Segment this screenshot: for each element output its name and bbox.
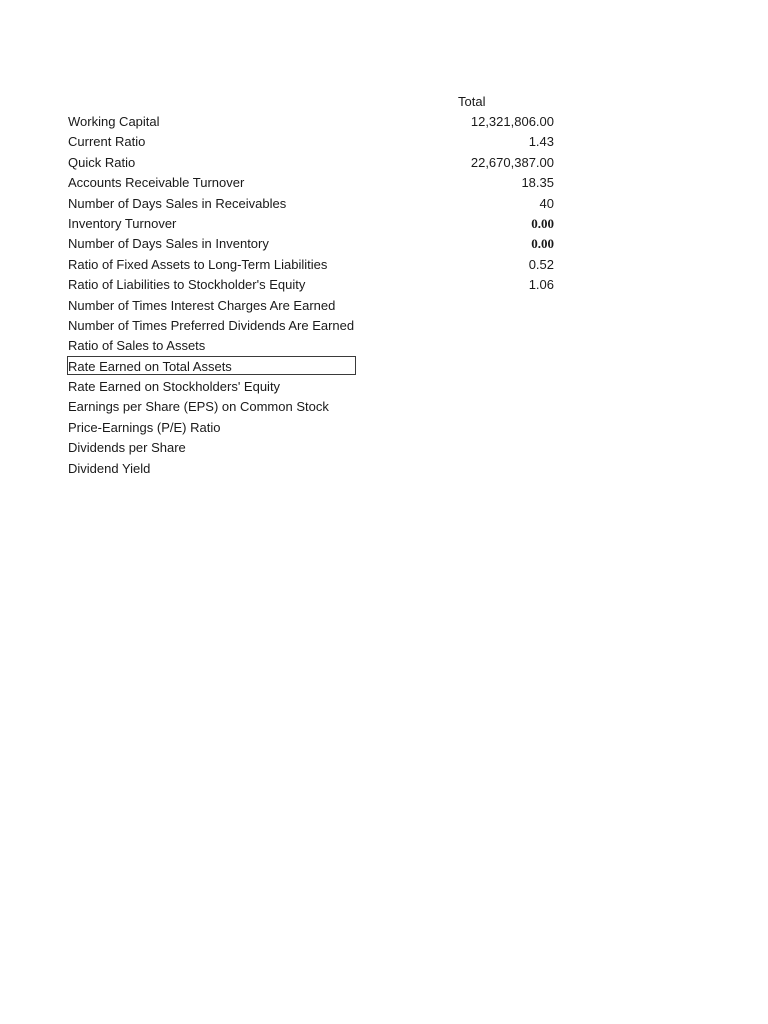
row-value-cell[interactable]: 0.52 bbox=[528, 256, 554, 272]
row-value-cell[interactable]: 40 bbox=[539, 195, 554, 211]
table-row bbox=[68, 114, 558, 134]
row-label-cell[interactable]: Ratio of Sales to Assets bbox=[68, 338, 206, 354]
table-row bbox=[68, 134, 558, 154]
row-label-cell[interactable]: Price-Earnings (P/E) Ratio bbox=[68, 419, 221, 435]
table-row bbox=[68, 399, 558, 419]
table-row bbox=[68, 420, 558, 440]
row-label-cell[interactable]: Working Capital bbox=[68, 114, 160, 129]
row-label-cell[interactable]: Ratio of Fixed Assets to Long-Term Liabilities bbox=[68, 256, 328, 272]
table-row bbox=[68, 216, 558, 236]
row-label-cell[interactable]: Quick Ratio bbox=[68, 154, 136, 170]
table-row bbox=[68, 277, 558, 297]
row-label-cell[interactable]: Dividends per Share bbox=[68, 440, 186, 456]
row-label-cell[interactable]: Accounts Receivable Turnover bbox=[68, 175, 245, 191]
table-row bbox=[68, 318, 558, 338]
row-value-cell[interactable]: 0.00 bbox=[531, 236, 554, 252]
table-row bbox=[68, 461, 558, 481]
row-value-cell[interactable]: 18.35 bbox=[521, 175, 554, 191]
row-value-cell[interactable]: 22,670,387.00 bbox=[470, 154, 554, 170]
row-label-cell[interactable]: Rate Earned on Stockholders' Equity bbox=[68, 379, 281, 395]
row-label-cell[interactable]: Number of Days Sales in Receivables bbox=[68, 195, 287, 211]
table-row bbox=[68, 379, 558, 399]
row-label-cell[interactable]: Number of Times Preferred Dividends Are Earned bbox=[68, 317, 355, 333]
table-row bbox=[68, 155, 558, 175]
row-value-cell[interactable]: 12,321,806.00 bbox=[470, 114, 554, 129]
row-label-cell[interactable]: Number of Times Interest Charges Are Earned bbox=[68, 297, 336, 313]
table-row bbox=[68, 196, 558, 216]
row-label-cell[interactable]: Rate Earned on Total Assets bbox=[68, 358, 232, 374]
row-label-cell[interactable]: Current Ratio bbox=[68, 134, 146, 150]
row-value-cell[interactable]: 1.43 bbox=[528, 134, 554, 150]
table-row bbox=[68, 298, 558, 318]
table-row bbox=[68, 236, 558, 256]
row-label-cell[interactable]: Earnings per Share (EPS) on Common Stock bbox=[68, 399, 329, 415]
table-row bbox=[68, 257, 558, 277]
row-value-cell[interactable]: 1.06 bbox=[528, 277, 554, 293]
ratio-table bbox=[68, 114, 558, 481]
row-label-cell[interactable]: Ratio of Liabilities to Stockholder's Equity bbox=[68, 277, 306, 293]
table-row bbox=[68, 175, 558, 195]
table-row bbox=[68, 359, 558, 379]
row-label-cell[interactable]: Dividend Yield bbox=[68, 460, 151, 476]
column-header-total[interactable]: Total bbox=[458, 94, 486, 109]
row-value-cell[interactable]: 0.00 bbox=[531, 215, 554, 231]
table-row bbox=[68, 440, 558, 460]
row-label-cell[interactable]: Number of Days Sales in Inventory bbox=[68, 236, 269, 252]
row-label-cell[interactable]: Inventory Turnover bbox=[68, 215, 177, 231]
